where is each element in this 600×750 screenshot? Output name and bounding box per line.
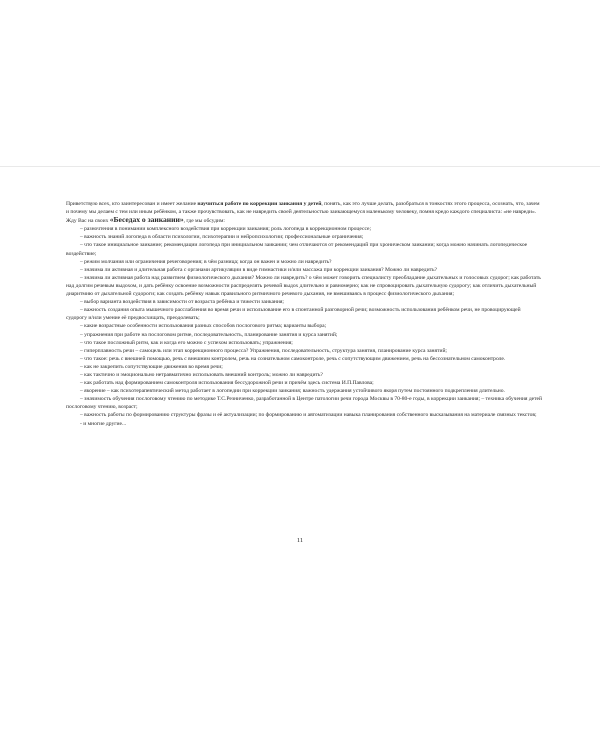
list-item: – как работать над формированием самоконтроля использования бессудорожной речи и причём здесь система И.П.Павлова; xyxy=(80,380,374,387)
intro-highlight-1: научиться работе по коррекции заикания у детей xyxy=(197,201,322,207)
list-item: – гиперплавность речи – самоцель или этап коррекционного процесса? Упражнения, последовательность, структура занятия, планирование курса занятий; xyxy=(80,347,447,354)
list-item: – разночтения в понимании комплексного воздействия при коррекции заикания; роль логопеда в коррекционном процессе; xyxy=(80,226,371,233)
list-item: - и многие другие... xyxy=(80,420,127,427)
intro-part-1: Приветствую всех, кто заинтересован и имеет желание xyxy=(66,201,198,207)
intro-part-2: , понять, как это лучше делать, разобраться в тонкостях этого процесса, осознать, что, зачем и почему мы делаем с тем или иным ребёнком, а также прочувствовать, как не навредить своей деятельностью заикающемуся маленькому человеку, помня кредо каждого специалиста: «не навреди». Жду Вас на своих xyxy=(66,201,540,225)
list-item: – упражнения при работе на послоговом ритме, последовательность, планирование занятия и курса занятий; xyxy=(80,331,338,338)
list-item: – что такое посложный ритм, как и когда его можно с успехом использовать; упражнения; xyxy=(80,339,293,346)
intro-highlight-2: «Беседах о заикании» xyxy=(109,215,184,225)
list-item: – важность знаний логопеда в области психологии, психотерапии и нейропсихологии; профессиональные ограничения; xyxy=(80,234,364,241)
list-item: – важность работы по формированию структуры фразы и её актуализации; по формированию и автоматизации навыка планирования собственного высказывания на материале связных текстов; xyxy=(80,412,537,419)
intro-part-3: , где мы обсудим: xyxy=(183,218,225,225)
list-item: – выбор варианта воздействия в зависимости от возраста ребёнка и тяжести заикания; xyxy=(80,299,284,306)
list-item: – режим молчания или ограничения речеговорения; в чём разница; когда он важен и можно ли навредить? xyxy=(80,258,332,265)
list-item: – значима ли активная и длительная работа с органами артикуляции в виде гимнастики и/или массажа при коррекции заикания? Можно ли навредить? xyxy=(80,266,438,273)
page-number: 11 xyxy=(296,537,304,544)
list-item: – как тактично и эмоционально нетравматично использовать внешний контроль; можно ли навредить? xyxy=(80,371,323,378)
list-item: – какие возрастные особенности использования разных способов послогового ритма; варианты выбора; xyxy=(80,323,327,330)
list-item: – важность создания опыта мышечного расслабления во время речи и использование его в спонтанной разговорной речи; возможность использования ребёнком речи, не провоцирующей судорогу и/или умение её предвосхищать, преодолевать; xyxy=(66,307,521,322)
list-item: – значима ли активная работа над развитием физиологического дыхания? Можно ли навредить? о чём может говорить специалисту преобладание дыхательных и голосовых судорог; как работать над долгим речевым выдохом, и дать ребёнку освоение возможности распределять речевой выдох длительно и равномерно; как не спровоцировать дыхательную судорогу; как отличить дыхательный диаритмию от дыхательной судороги; как создать ребёнку навык правильного ритмичного речевого дыхания, не вмешиваясь в процесс физиологического дыхания; xyxy=(66,274,541,298)
list-item: – значимость обучения послоговому чтению по методике Т.С.Резниченко, разработанной в Центре патологии речи города Москвы в 70-80-е годы, в коррекции заикания; – техника обучения детей послоговому чтению, возраст; xyxy=(66,396,542,411)
scan-edge-line xyxy=(0,166,600,167)
list-item: – что такое: речь с внешней помощью, речь с внешним контролем, речь на сознательном самоконтроле, речь с сопутствующим движением, речь на бессознательном самоконтроле. xyxy=(80,355,506,362)
list-item: – как не закрепить сопутствующие движения во время речи; xyxy=(80,363,223,370)
intro-paragraph xyxy=(66,200,542,225)
list-item: – что такое инициальное заикание; рекомендации логопеда при инициальном заикании; чем отличаются от рекомендаций при хроническом заикании; когда можно начинать логопедическое воздействие; xyxy=(66,242,528,257)
body-text xyxy=(66,200,542,428)
list-item: – якорение – как психотерапевтический метод работает в логопедии при коррекции заикания; важность удержания устойчивого якоря путем постоянного подкрепления длительно. xyxy=(80,388,505,395)
